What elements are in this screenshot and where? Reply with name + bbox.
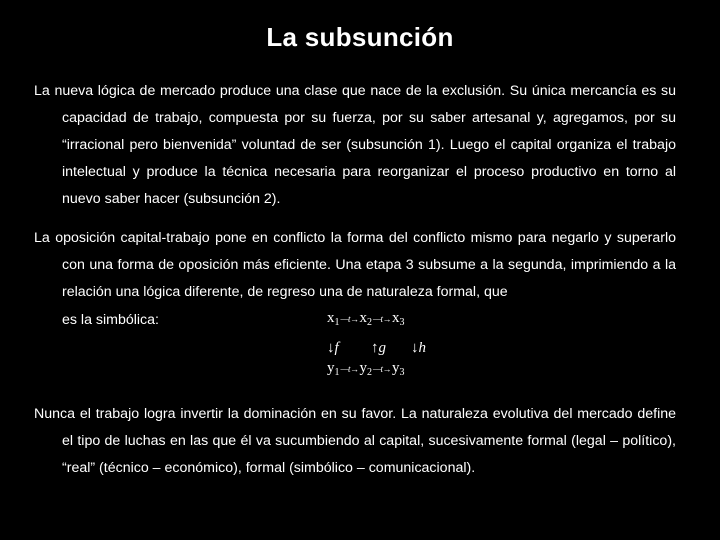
paragraph-2-lead-out: es la simbólica: (62, 312, 159, 328)
y2-subscript: 2 (367, 367, 373, 378)
paragraph-3: Nunca el trabajo logra invertir la dominación en su favor. La naturaleza evolutiva del mercado define el tipo de luchas en las que él va sucumbiendo al capital, sucesivamente formal (legal – político), “real” (técnico – económico), formal (simbólico – comunicacional). (34, 406, 676, 476)
x3-subscript: 3 (399, 317, 405, 328)
arrow-t-icon: —t→ (373, 364, 392, 374)
arrow-t-icon: —t→ (340, 314, 359, 324)
y1-label: y (327, 360, 335, 376)
x1-label: x (327, 310, 335, 326)
y1-subscript: 1 (334, 367, 340, 378)
diagram-bottom-row (327, 360, 405, 378)
slide-title: La subsunción (266, 22, 454, 52)
x3-label: x (392, 310, 400, 326)
y3-subscript: 3 (399, 367, 405, 378)
diagram-f-map: ↓f (327, 340, 339, 356)
paragraph-2: La oposición capital-trabajo pone en conflicto la forma del conflicto mismo para negarlo y superarlo con una forma de oposición más eficiente. Una etapa 3 subsume a la segunda, imprimiendo a la relación una lógica diferente, de regreso una de naturaleza formal, que (34, 230, 676, 300)
diagram-g-map: ↑g (371, 340, 386, 356)
diagram-h-map: ↓h (411, 340, 426, 356)
y2-label: y (359, 360, 368, 376)
diagram-top-row (327, 310, 405, 328)
y3-label: y (392, 360, 400, 376)
x1-subscript: 1 (334, 317, 340, 328)
arrow-t-icon: —t→ (340, 364, 359, 374)
x2-subscript: 2 (367, 317, 373, 328)
paragraph-1: La nueva lógica de mercado produce una clase que nace de la exclusión. Su única mercancía es su capacidad de trabajo, compuesta por su fuerza, por su saber artesanal y, agregamos, por su “irracional pero bienvenida” voluntad de ser (subsunción 1). Luego el capital organiza el trabajo intelectual y produce la técnica necesaria para reorganizar el proceso productivo en torno al nuevo saber hacer (subsunción 2). (34, 83, 676, 207)
x2-label: x (359, 310, 368, 326)
arrow-t-icon: —t→ (373, 314, 392, 324)
